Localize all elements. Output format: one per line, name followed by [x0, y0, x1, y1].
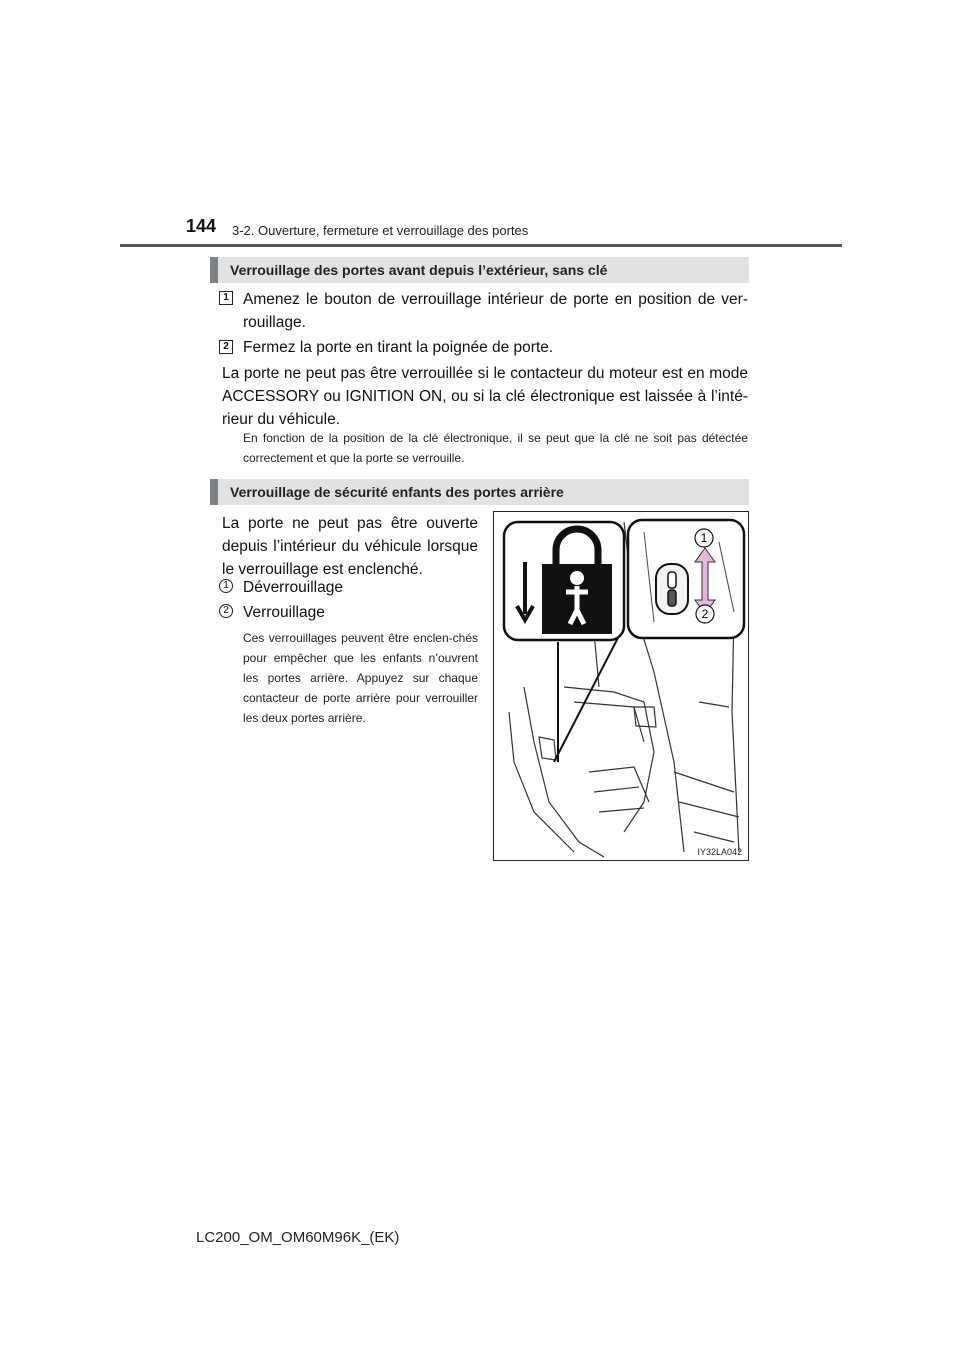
section-heading [210, 257, 749, 283]
callout-1-label: 1 [700, 531, 708, 545]
section-heading [210, 479, 749, 505]
header-divider [120, 244, 842, 247]
list-item: Verrouillage [243, 604, 325, 621]
step-number-badge: 1 [219, 291, 233, 305]
step-text: Amenez le bouton de verrouillage intérieur de porte en position de ver-rouillage. [243, 291, 748, 331]
small-note: En fonction de la position de la clé électronique, il se peut que la clé ne soit pas détectée correctement et que la porte se verrouille. [243, 431, 748, 465]
document-id: LC200_OM_OM60M96K_(EK) [196, 1229, 400, 1246]
section-title: Verrouillage de sécurité enfants des portes arrière [230, 484, 564, 500]
door-lock-illustration [493, 511, 749, 861]
step-number-badge: 2 [219, 340, 233, 354]
section-title: Verrouillage des portes avant depuis l’extérieur, sans clé [230, 262, 608, 278]
callout-2-label: 2 [701, 607, 709, 621]
small-note: Ces verrouillages peuvent être enclen-chés pour empêcher que les enfants n’ouvrent les portes arrière. Appuyez sur chaque contacteur de porte arrière pour verrouiller les deux portes arrière. [243, 631, 478, 725]
illustration-drawing [494, 512, 748, 860]
figure-code: IY32LA042 [697, 847, 742, 857]
list-item: Déverrouillage [243, 579, 343, 596]
paragraph: La porte ne peut pas être ouverte depuis l’intérieur du véhicule lorsque le verrouillage est enclenché. [222, 515, 478, 578]
page-number: 144 [186, 216, 217, 236]
step-text: Fermez la porte en tirant la poignée de porte. [243, 339, 554, 356]
callout-number: 2 [219, 604, 233, 618]
paragraph: La porte ne peut pas être verrouillée si le contacteur du moteur est en mode ACCESSORY ou IGNITION ON, ou si la clé électronique est laissée à l’inté-rieur du véhicule. [222, 365, 748, 428]
callout-number: 1 [219, 579, 233, 593]
chapter-title: 3-2. Ouverture, fermeture et verrouillage des portes [232, 223, 529, 238]
child-icon [570, 571, 584, 585]
